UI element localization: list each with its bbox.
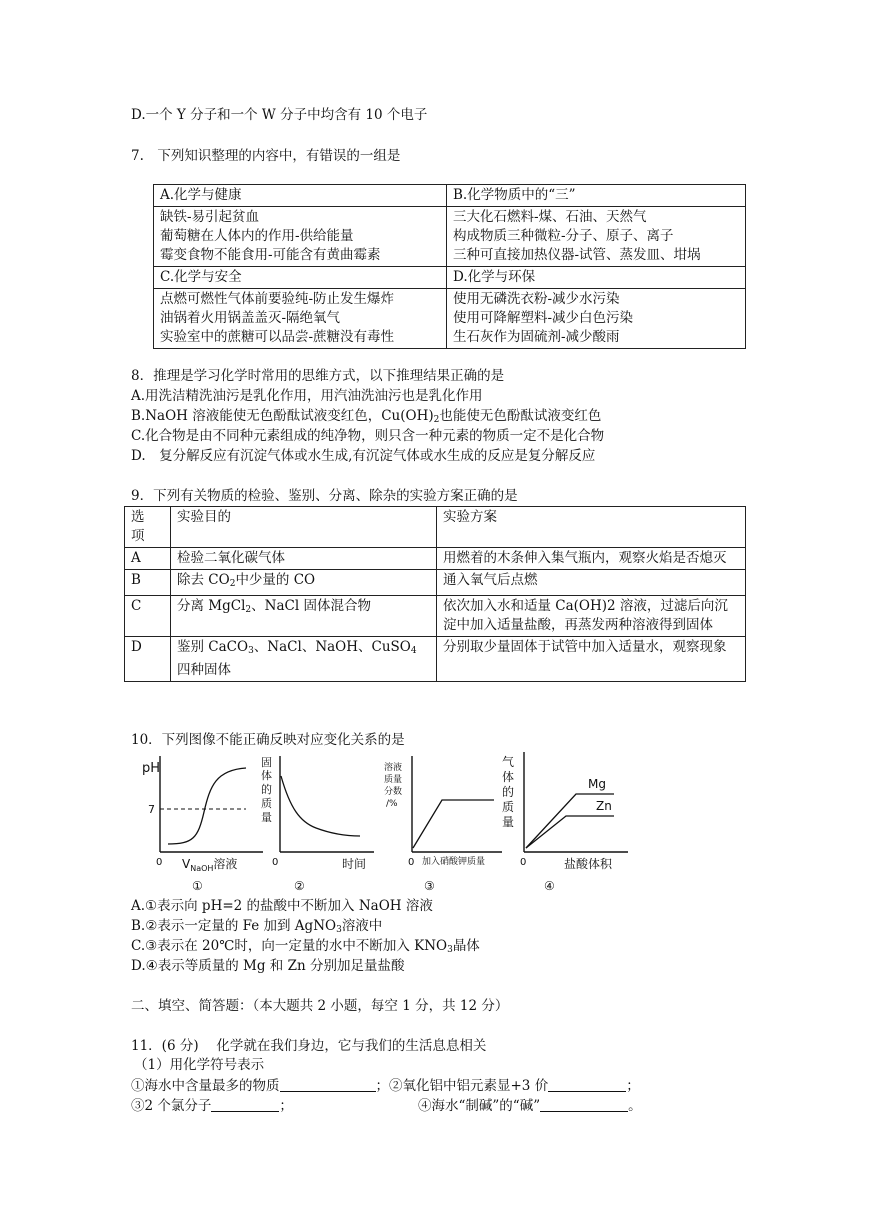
graph1-number: ①: [192, 879, 203, 893]
graph4-zn-label: Zn: [596, 799, 612, 813]
graph1-tick-7: 7: [148, 803, 155, 816]
graph4-origin: 0: [520, 857, 527, 868]
graph1-xlabel-rest: 溶液: [213, 857, 238, 871]
q9-row-d-plan: 分别取少量固体于试管中加入适量水，观察现象: [437, 637, 746, 682]
q9-table: [124, 506, 746, 682]
q11-prompt-2: ②氧化铝中铝元素显+3 价: [389, 1078, 549, 1094]
graph3-line: [413, 800, 494, 848]
q7-cell-c-head: C.化学与安全: [154, 267, 447, 289]
q7-b-line: 三种可直接加热仪器-试管、蒸发皿、坩埚: [453, 247, 701, 263]
graph2-curve: [281, 776, 360, 836]
q8-b-text: B.NaOH 溶液能使无色酚酞试液变红色，Cu(OH): [131, 408, 434, 424]
q7-c-line: 点燃可燃性气体前要验纯-防止发生爆炸: [160, 291, 395, 307]
q9-d-goal-subscript-2: 4: [410, 646, 417, 656]
q9-row-b-goal: [171, 570, 437, 596]
q8-option-c: C.化合物是由不同种元素组成的纯净物，则只含一种元素的物质一定不是化合物: [131, 428, 605, 444]
q11-prompt-2-end: ；: [626, 1078, 640, 1094]
graph1-xlabel-v: V: [182, 857, 191, 871]
q8-b-text-rest: 也能使无色酚酞试液变红色: [439, 408, 602, 424]
section-2-heading: 二、填空、简答题：（本大题共 2 小题，每空 1 分，共 12 分）: [131, 998, 509, 1014]
q7-cell-b-head: B.化学物质中的“三”: [447, 185, 746, 207]
q9-row-a-goal: 检验二氧化碳气体: [171, 548, 437, 570]
q7-b-line: 构成物质三种微粒-分子、原子、离子: [453, 228, 674, 244]
graph4-zn-line: [526, 816, 614, 848]
graph3-origin: 0: [408, 857, 415, 868]
graph3-ylabel: [384, 761, 405, 809]
graph2-origin: 0: [272, 857, 279, 868]
q7-cell-d: [447, 289, 746, 349]
q7-b-line: 三大化石燃料-煤、石油、天然气: [453, 209, 647, 225]
q10-c-text: C.③表示在 20℃时，向一定量的水中不断加入 KNO: [131, 938, 448, 954]
q9-header-option-2: 项: [131, 528, 145, 544]
q7-cell-c: [154, 289, 447, 349]
graph3-xlabel: 加入硝酸钾质量: [422, 857, 486, 867]
q10-c-subscript: 3: [447, 945, 453, 955]
graph1-xlabel-sub: NaOH: [190, 864, 214, 873]
q7-a-line: 缺铁-易引起贫血: [160, 209, 260, 225]
q9-row-d-option: D: [125, 637, 171, 682]
graph4-ylabel-2: 体: [502, 770, 515, 784]
q7-a-line: 葡萄糖在人体内的作用-供给能量: [160, 228, 354, 244]
q11-blank-3[interactable]: [211, 1097, 279, 1112]
q11-blanks-row-2: [131, 1097, 293, 1115]
q9-header-plan: 实验方案: [437, 507, 746, 548]
q11-stem: 11．(6 分) 化学就在我们身边，它与我们的生活息息相关: [131, 1038, 487, 1054]
graph2-ylabel-2: 体: [261, 769, 272, 782]
q10-graph-3: [380, 752, 508, 894]
q7-cell-d-head: D.化学与环保: [447, 267, 746, 289]
q10-c-text-rest: 晶体: [452, 938, 480, 954]
q11-prompt-4-end: 。: [628, 1098, 642, 1114]
q10-b-text-rest: 溶液中: [341, 918, 383, 934]
graph1-curve: [168, 768, 246, 844]
graph3-ylabel-4: /%: [386, 799, 398, 809]
q9-header-option-1: 选: [131, 509, 145, 525]
graph1-ylabel: pH: [142, 761, 161, 776]
q9-b-goal-text-rest: 中少量的 CO: [235, 572, 316, 588]
q11-prompt-1: ①海水中含量最多的物质: [131, 1078, 280, 1094]
q9-row-b-plan: 通入氧气后点燃: [437, 570, 746, 596]
graph4-ylabel-5: 量: [502, 815, 515, 829]
graph2-xlabel: 时间: [342, 857, 367, 871]
q11-blanks-row-1: [131, 1077, 640, 1095]
graph4-ylabel-1: 气: [502, 755, 515, 769]
graph2-ylabel-1: 固: [261, 756, 272, 769]
q10-stem: 10．下列图像不能正确反映对应变化关系的是: [131, 732, 405, 748]
q10-option-a: A.①表示向 pH=2 的盐酸中不断加入 NaOH 溶液: [131, 898, 433, 914]
graph1-xlabel: [182, 856, 237, 873]
q9-row-c-option: C: [125, 596, 171, 637]
q7-stem: 7. 下列知识整理的内容中，有错误的一组是: [131, 148, 401, 164]
q11-blanks-row-2-right: [418, 1097, 642, 1115]
q10-graph-2: [256, 752, 386, 894]
q10-graph-4: [496, 748, 636, 894]
q10-b-text: B.②表示一定量的 Fe 加到 AgNO: [131, 918, 337, 934]
q9-row-c-plan: 依次加入水和适量 Ca(OH)2 溶液，过滤后向沉淀中加入适量盐酸，再蒸发两种溶液得到固体: [437, 596, 746, 637]
q7-cell-a: [154, 207, 447, 267]
graph3-number: ③: [424, 879, 435, 893]
q9-row-d-goal: [171, 637, 437, 682]
q7-c-line: 实验室中的蔗糖可以品尝-蔗糖没有毒性: [160, 329, 395, 345]
q10-option-d: D.④表示等质量的 Mg 和 Zn 分别加足量盐酸: [131, 958, 405, 974]
q9-row-a-plan: 用燃着的木条伸入集气瓶内，观察火焰是否熄灭: [437, 548, 746, 570]
q11-prompt-3-end: ；: [279, 1098, 293, 1114]
graph3-ylabel-3: 分数: [384, 787, 403, 797]
graph4-ylabel-4: 质: [502, 800, 515, 814]
graph4-xlabel: 盐酸体积: [564, 857, 613, 871]
q11-prompt-3: ③2 个氯分子: [131, 1098, 212, 1114]
q6-option-d: D.一个 Y 分子和一个 W 分子中均含有 10 个电子: [131, 107, 428, 123]
graph4-ylabel: [502, 754, 518, 829]
q10-option-c: [131, 937, 480, 959]
q9-row-a-option: A: [125, 548, 171, 570]
q7-cell-a-head: A.化学与健康: [154, 185, 447, 207]
graph2-ylabel-4: 质: [261, 797, 272, 810]
q11-prompt-1-end: ；: [375, 1078, 389, 1094]
graph3-ylabel-2: 质量: [384, 775, 403, 785]
q7-cell-b: [447, 207, 746, 267]
q9-d-goal-subscript: 3: [248, 646, 254, 656]
graph2-ylabel-3: 的: [261, 783, 272, 796]
q7-a-line: 霉变食物不能食用-可能含有黄曲霉素: [160, 247, 381, 263]
q8-option-b: [131, 407, 601, 429]
graph2-number: ②: [294, 879, 305, 893]
graph1-origin: 0: [156, 857, 163, 868]
q9-stem: 9．下列有关物质的检验、鉴别、分离、除杂的实验方案正确的是: [131, 488, 518, 504]
q11-blank-2[interactable]: [548, 1077, 626, 1092]
q9-b-goal-text: 除去 CO: [177, 572, 230, 588]
graph3-ylabel-1: 溶液: [384, 763, 403, 773]
q9-c-goal-text: 分离 MgCl: [177, 598, 246, 614]
q7-d-line: 使用可降解塑料-减少白色污染: [453, 310, 634, 326]
q8-option-d: D. 复分解反应有沉淀气体或水生成,有沉淀气体或水生成的反应是复分解反应: [131, 448, 596, 464]
q8-b-subscript: 2: [433, 415, 440, 425]
q10-option-b: [131, 917, 382, 939]
q10-graph-1: [138, 752, 270, 894]
q7-c-line: 油锅着火用锅盖盖灭-隔绝氧气: [160, 310, 341, 326]
graph4-ylabel-3: 的: [502, 785, 515, 799]
q9-d-goal-text-2: 、NaCl、NaOH、CuSO: [253, 639, 411, 655]
q11-prompt-4: ④海水“制碱”的“碱”: [418, 1098, 541, 1114]
q9-b-goal-subscript: 2: [229, 579, 236, 589]
graph4-number: ④: [544, 879, 555, 893]
q11-blank-4[interactable]: [540, 1097, 628, 1112]
q11-blank-1[interactable]: [280, 1077, 376, 1092]
q10-b-subscript: 3: [336, 925, 342, 935]
q9-d-goal-text: 鉴别 CaCO: [177, 639, 249, 655]
q9-header-goal: 实验目的: [171, 507, 437, 548]
q9-c-goal-text-rest: 、NaCl 固体混合物: [251, 598, 371, 614]
q8-option-a: A.用洗洁精洗油污是乳化作用，用汽油洗油污也是乳化作用: [131, 388, 483, 404]
q7-table: [153, 184, 746, 349]
q7-d-line: 使用无磷洗衣粉-减少水污染: [453, 291, 620, 307]
q9-row-b-option: B: [125, 570, 171, 596]
q9-c-goal-subscript: 2: [245, 605, 252, 615]
graph4-mg-label: Mg: [588, 777, 606, 791]
q9-d-goal-text-3: 四种固体: [177, 662, 231, 678]
graph2-ylabel-5: 量: [261, 811, 272, 824]
q9-header-option: [125, 507, 171, 548]
q9-row-c-goal: [171, 596, 437, 637]
q8-stem: 8．推理是学习化学时常用的思维方式，以下推理结果正确的是: [131, 368, 505, 384]
q11-sub1: （1）用化学符号表示: [134, 1057, 265, 1073]
q7-d-line: 生石灰作为固硫剂-减少酸雨: [453, 329, 620, 345]
graph2-ylabel: [261, 756, 276, 824]
